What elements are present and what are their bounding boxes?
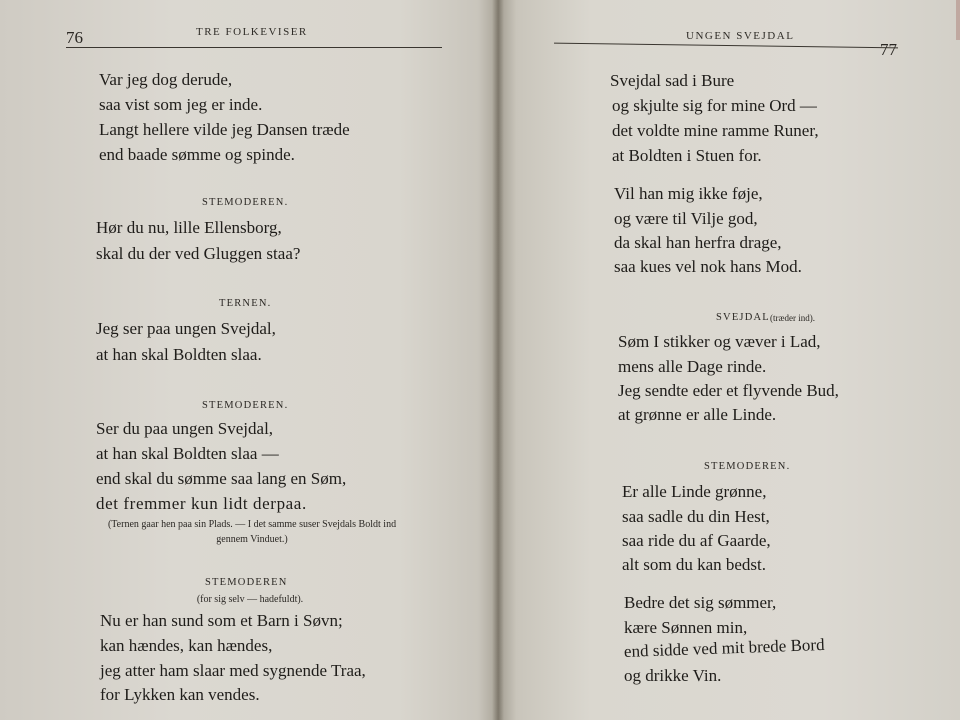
stage-direction: (Ternen gaar hen paa sin Plads. — I det samme suser Svejdals Boldt ind xyxy=(107,519,397,530)
verse-line: kan hændes, kan hændes, xyxy=(100,636,273,655)
verse-line: og drikke Vin. xyxy=(624,666,722,685)
verse-line: Var jeg dog derude, xyxy=(99,70,233,89)
speaker-label: STEMODEREN. xyxy=(202,197,289,208)
left-running-head: TRE FOLKEVISER xyxy=(196,26,308,38)
verse-line: end skal du sømme saa lang en Søm, xyxy=(96,469,347,488)
verse-line: Søm I stikker og væver i Lad, xyxy=(618,332,821,351)
verse-line: Jeg ser paa ungen Svejdal, xyxy=(96,319,276,338)
verse-line: at han skal Boldten slaa. xyxy=(96,345,262,364)
speaker-label: STEMODEREN. xyxy=(202,400,289,411)
verse-line: da skal han herfra drage, xyxy=(614,233,782,252)
verse-line: at Boldten i Stuen for. xyxy=(612,146,762,165)
stage-direction: (for sig selv — hadefuldt). xyxy=(196,594,304,605)
speaker-label: STEMODEREN. xyxy=(704,461,791,472)
right-header-rule xyxy=(554,43,898,49)
verse-line: saa ride du af Gaarde, xyxy=(622,531,771,550)
right-running-head: UNGEN SVEJDAL xyxy=(686,30,795,42)
verse-line: for Lykken kan vendes. xyxy=(100,685,260,704)
verse-line: Langt hellere vilde jeg Dansen træde xyxy=(99,120,350,139)
verse-line: saa vist som jeg er inde. xyxy=(99,95,263,114)
verse-line: det voldte mine ramme Runer, xyxy=(612,121,819,140)
verse-line: Nu er han sund som et Barn i Søvn; xyxy=(100,611,343,630)
verse-line: at han skal Boldten slaa — xyxy=(96,444,279,463)
page-edge xyxy=(956,0,960,40)
verse-line: det fremmer kun lidt derpaa. xyxy=(96,494,307,513)
verse-line: saa sadle du din Hest, xyxy=(622,507,770,526)
verse-line: at grønne er alle Linde. xyxy=(618,405,777,424)
verse-line: end sidde ved mit brede Bord xyxy=(623,635,825,661)
stage-direction: gennem Vinduet.) xyxy=(216,534,288,545)
right-page xyxy=(498,0,960,720)
verse-line: Jeg sendte eder et flyvende Bud, xyxy=(618,381,839,400)
verse-line: kære Sønnen min, xyxy=(624,618,748,637)
verse-line: mens alle Dage rinde. xyxy=(618,357,767,376)
verse-line: Bedre det sig sømmer, xyxy=(624,593,777,612)
left-header-rule xyxy=(66,47,442,48)
verse-line: skal du der ved Gluggen staa? xyxy=(96,244,301,263)
verse-line: jeg atter ham slaar med sygnende Traa, xyxy=(100,661,366,680)
speaker-label: SVEJDAL xyxy=(716,312,770,323)
verse-line: og være til Vilje god, xyxy=(614,209,758,228)
left-page-number: 76 xyxy=(66,28,83,47)
verse-line: saa kues vel nok hans Mod. xyxy=(614,257,802,276)
right-page-number: 77 xyxy=(880,40,897,59)
verse-line: alt som du kan bedst. xyxy=(622,555,767,574)
speaker-label: STEMODEREN xyxy=(205,577,288,588)
speaker-label: TERNEN. xyxy=(219,298,272,309)
verse-line: Er alle Linde grønne, xyxy=(622,482,767,501)
book-gutter xyxy=(492,0,504,720)
verse-line: end baade sømme og spinde. xyxy=(99,145,295,164)
stage-direction: (træder ind). xyxy=(770,313,815,323)
verse-line: Vil han mig ikke føje, xyxy=(614,184,763,203)
verse-line: og skjulte sig for mine Ord — xyxy=(612,96,817,115)
verse-line: Svejdal sad i Bure xyxy=(610,71,735,90)
verse-line: Hør du nu, lille Ellensborg, xyxy=(96,218,282,237)
verse-line: Ser du paa ungen Svejdal, xyxy=(96,419,274,438)
